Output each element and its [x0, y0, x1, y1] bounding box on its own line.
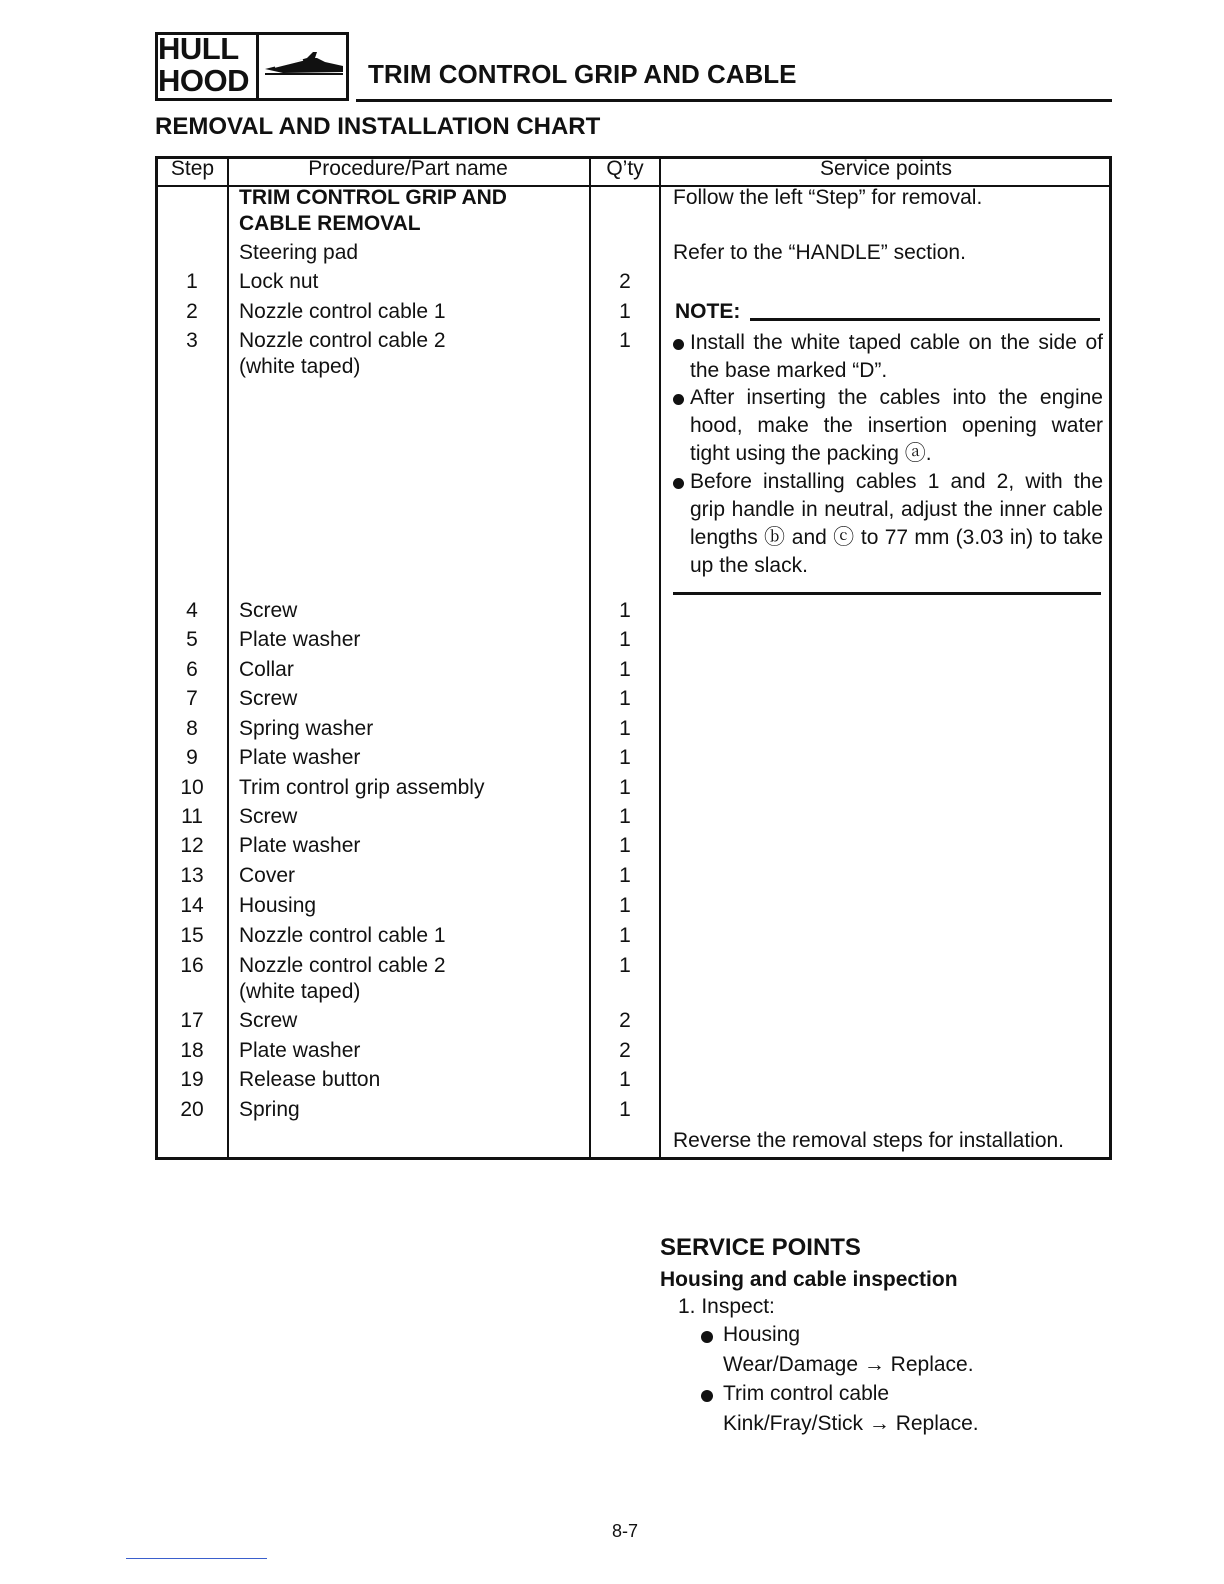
note-bullet-3 [673, 468, 1103, 580]
row-part-note: (white taped) [239, 980, 361, 1003]
header-procedure: Procedure/Part name [308, 157, 508, 180]
page-number: 8-7 [612, 1521, 639, 1541]
inspect-item-housing: Housing [723, 1323, 801, 1346]
note-end-rule [673, 592, 1101, 595]
row-step: 13 [180, 864, 204, 887]
row-qty: 1 [619, 1068, 631, 1091]
column-divider-step [227, 156, 229, 1160]
service-points-subtitle: Housing and cable inspection [660, 1268, 958, 1291]
service-refer: Refer to the “HANDLE” section. [673, 241, 966, 264]
chart-title: REMOVAL AND INSTALLATION CHART [155, 113, 601, 140]
header-service-points: Service points [820, 157, 952, 180]
row-step: 5 [186, 628, 198, 651]
row-part-name: Plate washer [239, 1039, 361, 1062]
row-part-name: Trim control grip assembly [239, 776, 485, 799]
steering-pad: Steering pad [239, 241, 359, 264]
note-bullet-text: Install the white taped cable on the side of the base marked “D”. [690, 331, 1103, 382]
row-qty: 1 [619, 658, 631, 681]
row-qty: 1 [619, 628, 631, 651]
row-step: 9 [186, 746, 198, 769]
inspect-item-housing-detail: Wear/Damage → Replace. [723, 1353, 974, 1376]
row-step: 2 [186, 300, 198, 323]
bullet-icon [701, 1390, 713, 1402]
section-badge-text [158, 33, 249, 97]
section-title-line2: CABLE REMOVAL [239, 212, 421, 235]
row-step: 4 [186, 599, 198, 622]
row-qty: 1 [619, 776, 631, 799]
note-bullet-text: After inserting the cables into the engine hood, make the insertion opening water tight using the packing ⓐ. [690, 386, 1103, 465]
row-part-name: Screw [239, 687, 298, 710]
row-step: 10 [180, 776, 204, 799]
row-step: 7 [186, 687, 198, 710]
row-step: 11 [181, 805, 203, 828]
note-bullet-1 [673, 329, 1103, 385]
row-part-name: Nozzle control cable 2 [239, 954, 446, 977]
row-qty: 1 [619, 300, 631, 323]
row-step: 17 [180, 1009, 204, 1032]
row-step: 8 [186, 717, 198, 740]
bottom-edge-rule [126, 1558, 267, 1559]
row-qty: 1 [619, 924, 631, 947]
service-follow: Follow the left “Step” for removal. [673, 186, 983, 209]
bullet-icon [673, 478, 684, 489]
row-step: 14 [180, 894, 204, 917]
row-qty: 1 [619, 329, 631, 352]
row-qty: 2 [619, 1039, 631, 1062]
row-part-name: Cover [239, 864, 296, 887]
row-step: 18 [180, 1039, 204, 1062]
row-part-note: (white taped) [239, 355, 361, 378]
inspect-step: 1. Inspect: [678, 1295, 775, 1318]
row-step: 6 [186, 658, 198, 681]
row-step: 19 [180, 1068, 204, 1091]
row-qty: 1 [619, 717, 631, 740]
service-reverse: Reverse the removal steps for installation. [673, 1129, 1065, 1152]
row-qty: 1 [619, 805, 631, 828]
row-step: 1 [186, 270, 198, 293]
header-step: Step [170, 157, 215, 180]
row-qty: 1 [619, 834, 631, 857]
service-points-title: SERVICE POINTS [660, 1234, 861, 1261]
section-title-line1: TRIM CONTROL GRIP AND [239, 186, 507, 209]
row-part-name: Spring washer [239, 717, 374, 740]
row-part-name: Plate washer [239, 834, 361, 857]
note-rule [750, 318, 1100, 321]
page-title: TRIM CONTROL GRIP AND CABLE [368, 59, 797, 89]
row-step: 20 [180, 1098, 204, 1121]
row-part-name: Release button [239, 1068, 381, 1091]
note-label: NOTE: [675, 300, 741, 323]
row-part-name: Plate washer [239, 628, 361, 651]
row-qty: 1 [619, 687, 631, 710]
row-part-name: Housing [239, 894, 317, 917]
row-qty: 1 [619, 746, 631, 769]
watercraft-icon [263, 48, 345, 80]
row-part-name: Screw [239, 599, 298, 622]
badge-line-hull: HULL [158, 31, 239, 66]
row-qty: 1 [619, 864, 631, 887]
row-qty: 1 [619, 599, 631, 622]
note-bullet-2 [673, 384, 1103, 468]
row-part-name: Collar [239, 658, 294, 681]
row-qty: 1 [619, 894, 631, 917]
row-part-name: Nozzle control cable 1 [239, 924, 446, 947]
bullet-icon [673, 339, 684, 350]
row-qty: 1 [619, 1098, 631, 1121]
badge-line-hood: HOOD [158, 63, 249, 98]
row-part-name: Plate washer [239, 746, 361, 769]
row-qty: 2 [619, 1009, 631, 1032]
header-qty: Q’ty [606, 157, 644, 180]
row-step: 12 [180, 834, 204, 857]
row-part-name: Spring [239, 1098, 300, 1121]
row-step: 16 [180, 954, 204, 977]
column-divider-procedure [589, 156, 591, 1160]
inspect-item-cable: Trim control cable [723, 1382, 890, 1405]
row-qty: 1 [619, 954, 631, 977]
badge-divider [256, 34, 259, 99]
row-part-name: Nozzle control cable 1 [239, 300, 446, 323]
column-divider-qty [659, 156, 661, 1160]
bullet-icon [701, 1331, 713, 1343]
row-step: 15 [180, 924, 204, 947]
note-bullet-text: Before installing cables 1 and 2, with the grip handle in neutral, adjust the inner cable lengths ⓑ and ⓒ to 77 mm (3.03 in) to take up the slack. [690, 470, 1103, 577]
row-part-name: Nozzle control cable 2 [239, 329, 446, 352]
row-part-name: Screw [239, 1009, 298, 1032]
row-qty: 2 [619, 270, 631, 293]
row-step: 3 [186, 329, 198, 352]
inspect-item-cable-detail: Kink/Fray/Stick → Replace. [723, 1412, 979, 1435]
row-part-name: Lock nut [239, 270, 319, 293]
header-rule [356, 99, 1112, 102]
row-part-name: Screw [239, 805, 298, 828]
bullet-icon [673, 394, 684, 405]
